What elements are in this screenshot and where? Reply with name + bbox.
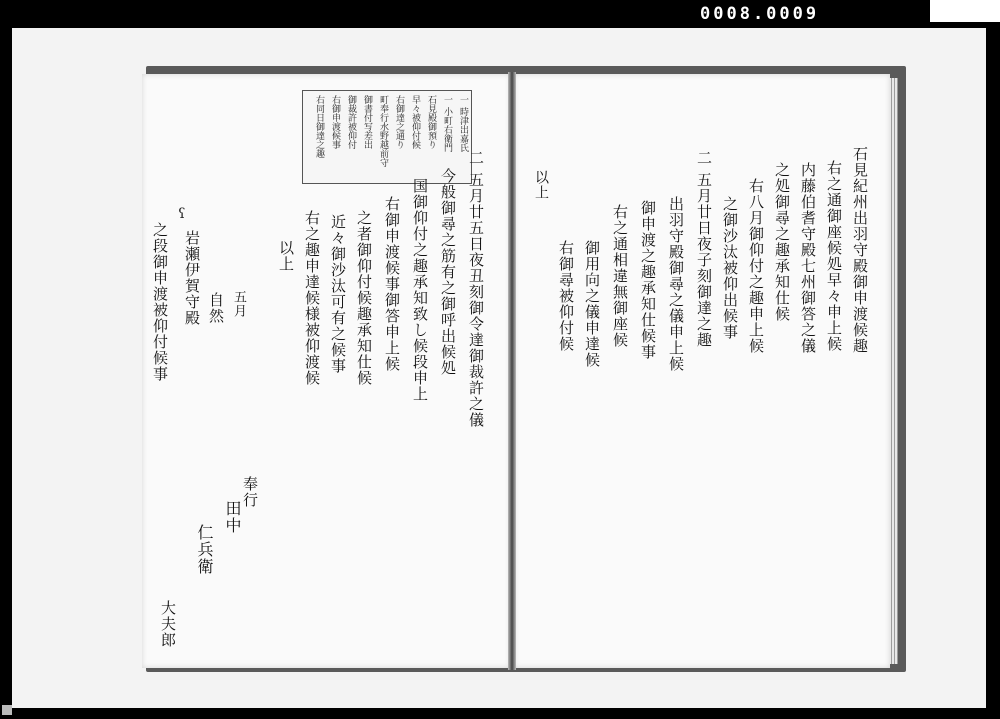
text-column: 今般御尋之筋有之御呼出候処 bbox=[439, 168, 457, 376]
text-column: 石見紀州出羽守殿御申渡候趣 bbox=[851, 146, 869, 354]
signature: 奉行 bbox=[241, 476, 259, 508]
signature: 大夫郎 bbox=[159, 600, 177, 648]
note-line: 一 時津出嘉氏 bbox=[458, 95, 468, 152]
text-column: 之者御仰付候趣承知仕候 bbox=[355, 210, 373, 386]
text-column: 右之趣申達候様被仰渡候 bbox=[303, 210, 321, 386]
note-line: 町奉行水野越前守 bbox=[378, 95, 388, 167]
text-column: 以上 bbox=[533, 170, 549, 200]
text-column: 五月 bbox=[231, 290, 246, 318]
text-column: 右八月御仰付之趣申上候 bbox=[747, 178, 765, 354]
note-line: 御書付写差出 bbox=[362, 95, 372, 149]
signature: 仁兵衛 bbox=[195, 524, 214, 575]
note-line: 右御申渡候事 bbox=[330, 95, 340, 149]
text-column: 自然 bbox=[207, 292, 225, 324]
text-column: 二 五月廿五日夜丑刻御令達御裁許之儀 bbox=[467, 150, 485, 428]
note-line: 石見殿御預り bbox=[426, 95, 436, 149]
note-line: 御裁許被仰付 bbox=[346, 95, 356, 149]
text-column: 右御尋被仰付候 bbox=[557, 240, 575, 352]
margin-mark: ʕ bbox=[178, 206, 186, 222]
text-column: 御用向之儀申達候 bbox=[583, 240, 601, 368]
text-column: 内藤伯耆守殿七州御答之儀 bbox=[799, 162, 817, 354]
note-line: 右同日御達之趣 bbox=[314, 95, 324, 158]
text-column: 之御沙汰被仰出候事 bbox=[721, 196, 739, 340]
text-column: 二 五月廿日夜子刻御達之趣 bbox=[695, 150, 713, 348]
frame-number: 0008.0009 bbox=[700, 4, 820, 24]
text-column: 之段御申渡被仰付候事 bbox=[151, 222, 169, 382]
text-column: 岩瀬伊賀守殿 bbox=[183, 230, 201, 326]
text-column: 出羽守殿御尋之儀申上候 bbox=[667, 196, 685, 372]
text-column: 以上 bbox=[277, 240, 295, 272]
signature: 田中 bbox=[223, 500, 242, 534]
text-column: 之処御尋之趣承知仕候 bbox=[773, 162, 791, 322]
book-gutter bbox=[508, 72, 516, 670]
note-line: 右御達之通り bbox=[394, 95, 404, 149]
text-column: 国御仰付之趣承知致し候段申上 bbox=[411, 178, 429, 402]
text-column: 近々御沙汰可有之候事 bbox=[329, 214, 347, 374]
text-column: 右御申渡候事御答申上候 bbox=[383, 196, 401, 372]
frame-corner-mark bbox=[930, 0, 1000, 22]
text-column: 御申渡之趣承知仕候事 bbox=[639, 200, 657, 360]
film-edge-mark bbox=[2, 705, 12, 715]
note-line: 早々被仰付候 bbox=[410, 95, 420, 149]
text-column: 右之通御座候処早々申上候 bbox=[825, 160, 843, 352]
text-column: 右之通相違無御座候 bbox=[611, 204, 629, 348]
note-line: 一 小町右衛門 bbox=[442, 95, 452, 152]
